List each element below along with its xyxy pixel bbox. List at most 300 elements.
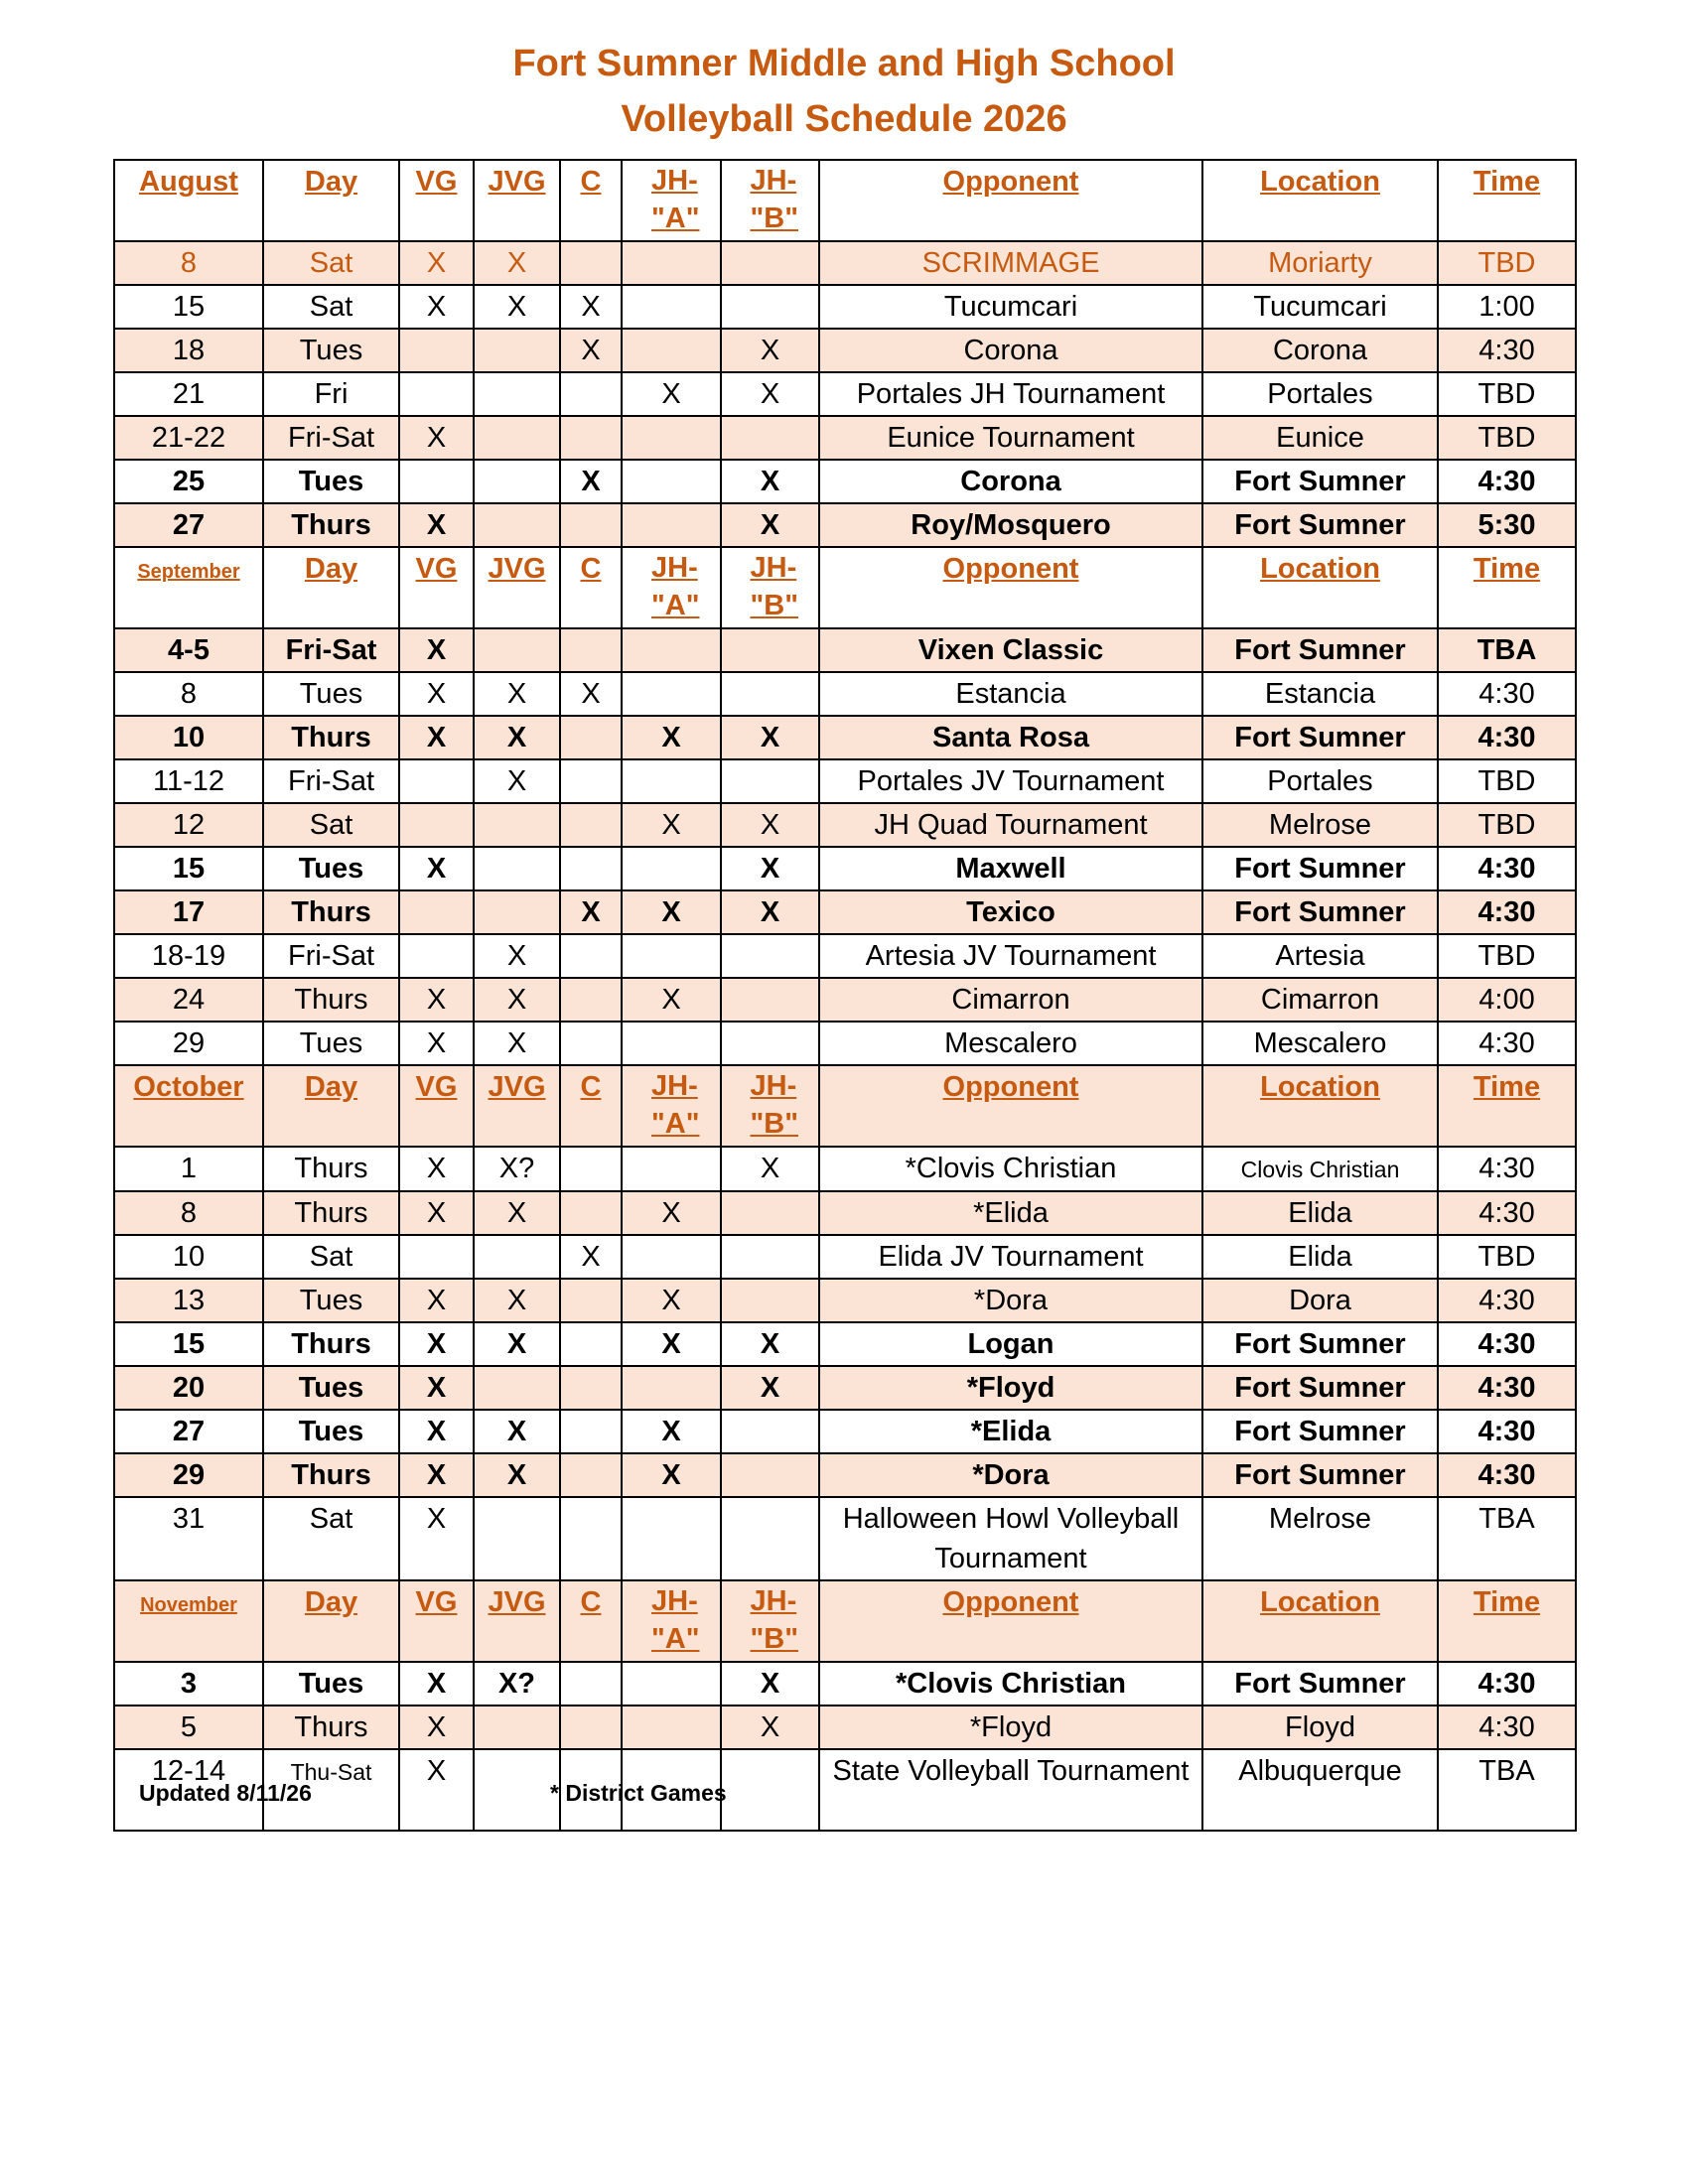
cell-value-time: TBD — [1477, 940, 1536, 972]
header-cell-c — [560, 547, 622, 628]
column-header-vg: VG — [415, 1071, 458, 1103]
cell-date — [114, 890, 263, 934]
cell-value-vg: X — [426, 1668, 447, 1700]
column-header-jvg: JVG — [488, 1586, 546, 1618]
table-row — [114, 241, 1576, 285]
table-row — [114, 460, 1576, 503]
cell-vg — [399, 1366, 474, 1410]
cell-value-location: Fort Sumner — [1234, 509, 1406, 541]
cell-value-day: Tues — [299, 335, 363, 366]
cell-value-jvg: X — [506, 291, 527, 323]
table-row — [114, 978, 1576, 1022]
section-header-row — [114, 547, 1576, 628]
cell-value-opponent: Eunice Tournament — [887, 422, 1135, 454]
cell-value-location: Estancia — [1264, 678, 1376, 710]
cell-value-jhb: X — [760, 809, 780, 841]
cell-jvg — [474, 1279, 560, 1322]
cell-day — [263, 416, 399, 460]
cell-opponent — [819, 847, 1202, 890]
cell-day — [263, 934, 399, 978]
cell-time — [1438, 1497, 1576, 1580]
cell-value-jvg: X — [506, 1027, 527, 1059]
cell-vg — [399, 1235, 474, 1279]
cell-date — [114, 329, 263, 372]
cell-location — [1202, 1191, 1438, 1235]
cell-value-opponent: *Floyd — [966, 1372, 1055, 1404]
cell-jha — [622, 847, 721, 890]
cell-c — [560, 1022, 622, 1065]
schedule-body — [114, 160, 1576, 1831]
cell-opponent — [819, 628, 1202, 672]
header-cell-opponent — [819, 1580, 1202, 1662]
cell-value-jha: X — [661, 984, 681, 1016]
cell-day — [263, 503, 399, 547]
cell-location — [1202, 460, 1438, 503]
header-cell-jha — [622, 160, 721, 241]
cell-value-location: Melrose — [1268, 809, 1372, 841]
cell-value-jha: X — [661, 896, 681, 928]
page-title — [0, 36, 1688, 147]
cell-location — [1202, 416, 1438, 460]
cell-day — [263, 1191, 399, 1235]
cell-value-day: Thu-Sat — [290, 1759, 372, 1785]
cell-location — [1202, 503, 1438, 547]
cell-day — [263, 1366, 399, 1410]
cell-value-time: 4:00 — [1478, 984, 1535, 1016]
cell-value-jhb: X — [760, 509, 780, 541]
cell-value-jvg: X — [506, 765, 527, 797]
cell-c — [560, 416, 622, 460]
cell-value-time: TBD — [1477, 765, 1536, 797]
cell-jvg — [474, 890, 560, 934]
cell-value-opponent: Vixen Classic — [917, 634, 1104, 666]
cell-jhb — [721, 416, 819, 460]
cell-time — [1438, 503, 1576, 547]
cell-time — [1438, 1279, 1576, 1322]
cell-c — [560, 1366, 622, 1410]
column-header-time: Time — [1473, 1586, 1541, 1618]
cell-opponent — [819, 460, 1202, 503]
cell-time — [1438, 416, 1576, 460]
header-cell-vg — [399, 160, 474, 241]
cell-value-c: X — [581, 896, 601, 928]
cell-jhb — [721, 934, 819, 978]
cell-location — [1202, 1147, 1438, 1191]
cell-time — [1438, 759, 1576, 803]
cell-jhb — [721, 1235, 819, 1279]
cell-value-jhb: X — [760, 1328, 780, 1360]
table-row — [114, 1366, 1576, 1410]
cell-jha — [622, 934, 721, 978]
cell-value-jhb: X — [760, 466, 780, 497]
cell-value-jhb: X — [760, 1372, 780, 1404]
cell-opponent — [819, 1749, 1202, 1831]
column-header-vg: VG — [415, 553, 458, 585]
cell-value-jvg: X — [506, 1197, 527, 1229]
title-line-1: Fort Sumner Middle and High School — [512, 43, 1176, 84]
cell-date — [114, 241, 263, 285]
cell-value-location: Elida — [1288, 1241, 1352, 1273]
cell-value-jvg: X — [506, 247, 527, 279]
cell-jha — [622, 1235, 721, 1279]
cell-c — [560, 1279, 622, 1322]
cell-value-opponent: Cimarron — [951, 984, 1070, 1016]
cell-day — [263, 285, 399, 329]
table-row — [114, 672, 1576, 716]
cell-date — [114, 934, 263, 978]
cell-value-jhb: X — [760, 1668, 780, 1700]
cell-location — [1202, 890, 1438, 934]
month-label: November — [140, 1594, 237, 1616]
cell-vg — [399, 672, 474, 716]
cell-c — [560, 1410, 622, 1453]
cell-jha — [622, 1191, 721, 1235]
cell-value-opponent: Halloween Howl Volleyball Tournament — [842, 1503, 1180, 1574]
header-cell-vg — [399, 547, 474, 628]
cell-value-day: Tues — [298, 466, 364, 497]
header-cell-month — [114, 1065, 263, 1147]
cell-value-location: Melrose — [1268, 1503, 1372, 1535]
cell-vg — [399, 503, 474, 547]
cell-day — [263, 803, 399, 847]
cell-value-day: Sat — [309, 1503, 353, 1535]
column-header-opponent: Opponent — [942, 166, 1079, 198]
cell-date — [114, 416, 263, 460]
cell-value-date: 15 — [172, 1328, 206, 1360]
cell-jha — [622, 241, 721, 285]
cell-opponent — [819, 503, 1202, 547]
header-cell-vg — [399, 1065, 474, 1147]
column-header-jha: JH-"A" — [651, 1070, 700, 1140]
cell-value-jvg: X — [506, 678, 527, 710]
cell-value-c: X — [581, 291, 601, 323]
cell-vg — [399, 1749, 474, 1831]
cell-jhb — [721, 672, 819, 716]
cell-location — [1202, 1366, 1438, 1410]
header-cell-jhb — [721, 547, 819, 628]
column-header-vg: VG — [415, 1586, 458, 1618]
cell-c — [560, 1706, 622, 1749]
cell-opponent — [819, 759, 1202, 803]
cell-jvg — [474, 1453, 560, 1497]
cell-value-day: Sat — [309, 809, 353, 841]
cell-jha — [622, 628, 721, 672]
cell-opponent — [819, 1147, 1202, 1191]
cell-location — [1202, 1706, 1438, 1749]
cell-c — [560, 1453, 622, 1497]
cell-jvg — [474, 672, 560, 716]
cell-jvg — [474, 329, 560, 372]
cell-date — [114, 1366, 263, 1410]
cell-value-date: 10 — [172, 722, 206, 753]
cell-value-location: Moriarty — [1268, 247, 1372, 279]
cell-value-time: 4:30 — [1478, 678, 1535, 710]
cell-value-opponent: *Dora — [973, 1285, 1049, 1316]
cell-c — [560, 934, 622, 978]
cell-value-time: 4:30 — [1477, 1459, 1536, 1491]
cell-value-jvg: X — [506, 1459, 527, 1491]
cell-time — [1438, 1410, 1576, 1453]
cell-location — [1202, 1410, 1438, 1453]
cell-jhb — [721, 372, 819, 416]
cell-value-location: Fort Sumner — [1234, 896, 1406, 928]
cell-day — [263, 716, 399, 759]
cell-time — [1438, 241, 1576, 285]
cell-jha — [622, 460, 721, 503]
table-row — [114, 1706, 1576, 1749]
cell-vg — [399, 241, 474, 285]
cell-date — [114, 460, 263, 503]
cell-value-jvg: X — [506, 722, 527, 753]
header-cell-day — [263, 547, 399, 628]
cell-value-time: 4:30 — [1478, 1027, 1535, 1059]
cell-c — [560, 1147, 622, 1191]
cell-day — [263, 372, 399, 416]
cell-value-day: Thurs — [291, 509, 371, 541]
cell-jhb — [721, 329, 819, 372]
cell-value-opponent: Corona — [960, 466, 1061, 497]
cell-day — [263, 241, 399, 285]
cell-value-location: Fort Sumner — [1234, 466, 1406, 497]
cell-value-vg: X — [426, 984, 447, 1016]
column-header-location: Location — [1260, 166, 1380, 198]
cell-location — [1202, 716, 1438, 759]
cell-vg — [399, 1022, 474, 1065]
cell-jha — [622, 1706, 721, 1749]
cell-value-vg: X — [426, 1416, 447, 1447]
cell-value-jha: X — [661, 1416, 681, 1447]
cell-jvg — [474, 460, 560, 503]
cell-value-location: Fort Sumner — [1234, 1328, 1406, 1360]
column-header-jvg: JVG — [488, 166, 546, 198]
cell-jvg — [474, 1235, 560, 1279]
cell-time — [1438, 847, 1576, 890]
cell-value-opponent: *Elida — [973, 1197, 1049, 1229]
header-cell-jha — [622, 547, 721, 628]
cell-opponent — [819, 1366, 1202, 1410]
cell-value-jvg: X? — [498, 1153, 535, 1184]
cell-value-vg: X — [426, 678, 447, 710]
cell-value-opponent: *Elida — [970, 1416, 1052, 1447]
cell-jha — [622, 1453, 721, 1497]
cell-date — [114, 1453, 263, 1497]
header-cell-day — [263, 160, 399, 241]
cell-day — [263, 1147, 399, 1191]
cell-jvg — [474, 372, 560, 416]
cell-date — [114, 978, 263, 1022]
cell-opponent — [819, 1706, 1202, 1749]
cell-day — [263, 672, 399, 716]
cell-date — [114, 716, 263, 759]
cell-vg — [399, 1191, 474, 1235]
cell-opponent — [819, 1191, 1202, 1235]
header-cell-month — [114, 547, 263, 628]
cell-value-date: 1 — [180, 1153, 198, 1184]
column-header-jvg: JVG — [488, 553, 546, 585]
cell-jvg — [474, 1410, 560, 1453]
cell-jhb — [721, 890, 819, 934]
cell-date — [114, 1235, 263, 1279]
cell-value-time: 4:30 — [1478, 335, 1535, 366]
cell-jhb — [721, 1366, 819, 1410]
cell-time — [1438, 1706, 1576, 1749]
cell-value-day: Fri-Sat — [288, 940, 374, 972]
cell-time — [1438, 1322, 1576, 1366]
cell-value-time: TBA — [1478, 1755, 1535, 1787]
cell-value-location: Fort Sumner — [1234, 1459, 1406, 1491]
header-cell-jvg — [474, 160, 560, 241]
column-header-location: Location — [1260, 553, 1380, 585]
cell-opponent — [819, 1279, 1202, 1322]
table-row — [114, 934, 1576, 978]
cell-vg — [399, 1322, 474, 1366]
cell-day — [263, 759, 399, 803]
cell-value-jvg: X — [506, 1328, 527, 1360]
cell-jha — [622, 803, 721, 847]
cell-jhb — [721, 628, 819, 672]
cell-value-vg: X — [426, 1503, 447, 1535]
cell-value-jvg: X? — [497, 1668, 536, 1700]
column-header-day: Day — [304, 1586, 358, 1618]
cell-jha — [622, 1147, 721, 1191]
cell-jvg — [474, 1497, 560, 1580]
cell-c — [560, 1662, 622, 1706]
cell-value-opponent: Texico — [966, 896, 1055, 928]
cell-time — [1438, 1366, 1576, 1410]
cell-value-date: 21 — [172, 378, 206, 410]
cell-vg — [399, 890, 474, 934]
cell-c — [560, 672, 622, 716]
cell-value-day: Tues — [299, 678, 363, 710]
cell-value-date: 15 — [172, 853, 206, 885]
section-header-row — [114, 160, 1576, 241]
section-header-row — [114, 1065, 1576, 1147]
cell-c — [560, 716, 622, 759]
cell-opponent — [819, 1453, 1202, 1497]
cell-vg — [399, 1279, 474, 1322]
cell-date — [114, 1662, 263, 1706]
cell-value-day: Thurs — [291, 1328, 371, 1360]
header-cell-location — [1202, 1580, 1438, 1662]
cell-value-vg: X — [426, 1197, 447, 1229]
cell-value-date: 20 — [172, 1372, 206, 1404]
cell-jhb — [721, 1662, 819, 1706]
cell-value-vg: X — [426, 1755, 447, 1787]
cell-value-vg: X — [426, 291, 447, 323]
cell-day — [263, 1235, 399, 1279]
cell-value-time: TBA — [1477, 634, 1537, 666]
cell-value-jha: X — [661, 1285, 681, 1316]
cell-value-location: Corona — [1272, 335, 1368, 366]
cell-vg — [399, 628, 474, 672]
cell-value-day: Fri-Sat — [288, 765, 374, 797]
cell-day — [263, 329, 399, 372]
cell-value-jvg: X — [506, 1285, 527, 1316]
cell-location — [1202, 1279, 1438, 1322]
table-row — [114, 1749, 1576, 1831]
cell-value-jhb: X — [760, 722, 780, 753]
cell-value-location: Fort Sumner — [1234, 853, 1406, 885]
cell-jhb — [721, 1022, 819, 1065]
table-row — [114, 1022, 1576, 1065]
cell-value-time: 4:30 — [1477, 853, 1536, 885]
cell-opponent — [819, 1497, 1202, 1580]
cell-value-date: 18 — [172, 335, 206, 366]
cell-date — [114, 1147, 263, 1191]
table-row — [114, 1497, 1576, 1580]
cell-value-time: 4:30 — [1477, 1328, 1536, 1360]
cell-date — [114, 503, 263, 547]
cell-opponent — [819, 416, 1202, 460]
district-games-note: * District Games — [550, 1780, 727, 1806]
header-cell-opponent — [819, 160, 1202, 241]
table-row — [114, 503, 1576, 547]
table-row — [114, 847, 1576, 890]
column-header-jhb: JH-"B" — [750, 1070, 798, 1140]
cell-jha — [622, 503, 721, 547]
cell-value-opponent: Estancia — [955, 678, 1066, 710]
cell-c — [560, 329, 622, 372]
cell-value-location: Portales — [1267, 378, 1373, 410]
cell-value-opponent: JH Quad Tournament — [874, 809, 1148, 841]
cell-jhb — [721, 1322, 819, 1366]
table-row — [114, 285, 1576, 329]
cell-date — [114, 1279, 263, 1322]
cell-value-c: X — [581, 1241, 601, 1273]
cell-value-time: TBD — [1477, 247, 1536, 279]
cell-time — [1438, 672, 1576, 716]
column-header-location: Location — [1260, 1586, 1380, 1618]
cell-location — [1202, 1453, 1438, 1497]
cell-value-date: 17 — [172, 896, 206, 928]
cell-opponent — [819, 1235, 1202, 1279]
cell-value-vg: X — [426, 1711, 447, 1743]
cell-jhb — [721, 978, 819, 1022]
cell-value-location: Fort Sumner — [1234, 722, 1406, 753]
header-cell-time — [1438, 160, 1576, 241]
cell-time — [1438, 978, 1576, 1022]
cell-value-jha: X — [661, 1459, 681, 1491]
cell-location — [1202, 1235, 1438, 1279]
cell-date — [114, 803, 263, 847]
column-header-c: C — [580, 1071, 602, 1103]
cell-jhb — [721, 716, 819, 759]
cell-value-jhb: X — [760, 1153, 780, 1184]
schedule-table — [113, 159, 1577, 1832]
cell-value-opponent: Artesia JV Tournament — [865, 940, 1157, 972]
cell-jha — [622, 1410, 721, 1453]
cell-day — [263, 847, 399, 890]
cell-value-time: 4:30 — [1478, 1153, 1535, 1184]
cell-value-jha: X — [661, 1197, 681, 1229]
cell-jvg — [474, 1322, 560, 1366]
table-row — [114, 1191, 1576, 1235]
cell-opponent — [819, 329, 1202, 372]
header-cell-jvg — [474, 1580, 560, 1662]
cell-time — [1438, 1191, 1576, 1235]
cell-jvg — [474, 416, 560, 460]
cell-value-c: X — [581, 678, 601, 710]
cell-location — [1202, 1497, 1438, 1580]
cell-c — [560, 890, 622, 934]
table-row — [114, 416, 1576, 460]
cell-value-day: Fri-Sat — [285, 634, 377, 666]
cell-jhb — [721, 847, 819, 890]
cell-value-location: Clovis Christian — [1240, 1157, 1400, 1182]
cell-jha — [622, 416, 721, 460]
cell-location — [1202, 1322, 1438, 1366]
cell-value-date: 21-22 — [151, 422, 226, 454]
